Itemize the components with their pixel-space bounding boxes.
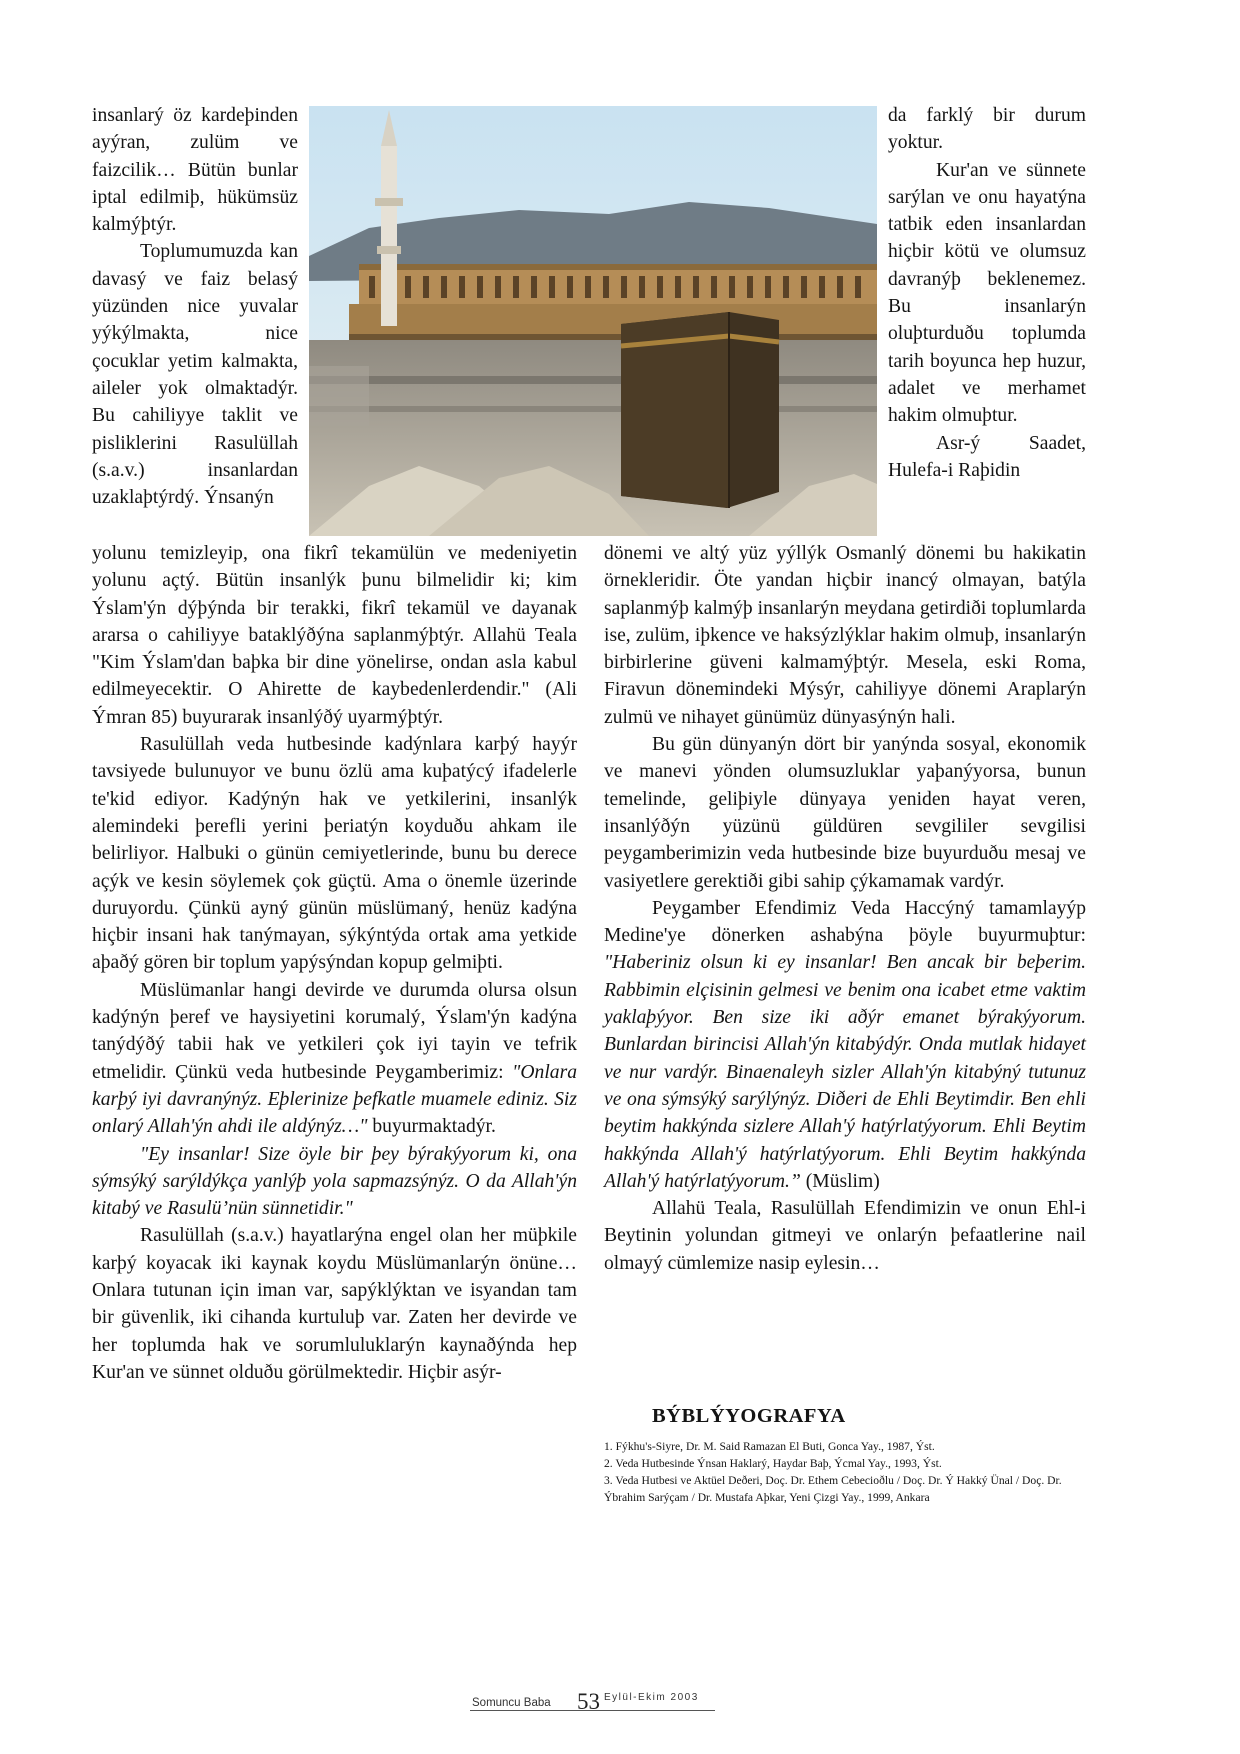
bibliography-list [604,1438,1086,1506]
kaaba-mosque-icon [309,106,877,536]
paragraph [604,895,1086,1195]
magazine-name: Somuncu Baba [472,1697,551,1709]
page-number: 53 [577,1689,600,1714]
paragraph-text: Peygamber Efendimiz Veda Haccýný tamamlayýp Medine'ye dönerken ashabýna þöyle buyurmuþtur: [604,897,1086,947]
paragraph [92,1141,577,1223]
kaaba-mosque-photo [309,106,877,536]
paragraph: Asr-ý Saadet, Hulefa-i Raþidin [888,432,1086,481]
page-footer [470,1688,715,1714]
hadith-quote: "Haberiniz olsun ki ey insanlar! Ben ancak bir beþerim. Rabbimin elçisinin gelmesi ve benim ona icabet etme vaktim yaklaþýyor. Ben size iki aðýr emanet býrakýyorum. Bunlardan birincisi Allah'ýn kitabýdýr. Onda mutlak hidayet ve nur vardýr. Binaenaleyh sizler Allah'ýn kitabýný tutunuz ve ona sýmsýký sarýlýnýz. Diðeri de Ehli Beytimdir. Ben ehli beytim hakkýnda sizlere Allah'ý hatýrlatýyorum. Ehli Beytim hakkýnda Allah'ý hatýrlatýyorum. Ehli Beytim hakkýnda Allah'ý hatýrlatýyorum.” [604,952,1086,1192]
paragraph-text: dönemi ve altý yüz yýllýk Osmanlý dönemi bu hakikatin örnekleridir. Öte yandan hiçbir inancý olmayan, batýla saplanmýþ kalmýþ insanlarýn meydana getirdiði toplumlarda ise, zulüm, iþkence ve haksýzlýklar hakim olmuþ, insanlarýn birbirlerine güveni kalmamýþtýr. Mesela, eski Roma, Firavun dönemindeki Mýsýr, cahiliyye dönemi Araplarýn zulmü ve nihayet günümüz dünyasýnýn hali. [604,543,1086,728]
bibliography-title: BÝBLÝYOGRAFYA [652,1405,846,1427]
paragraph [92,1222,577,1386]
paragraph: insanlarý öz kardeþinden ayýran, zulüm ve faizcilik… Bütün bunlar iptal edilmiþ, hükümsüz kalmýþtýr. [92,105,298,236]
paragraph [604,1195,1086,1277]
left-column-main [92,540,577,1386]
bibliography-item: 3. Veda Hutbesi ve Aktüel Deðeri, Doç. Dr. Ethem Cebecioðlu / Doç. Dr. Ý Hakký Ünal / Doç. Dr. Ýbrahim Sarýçam / Dr. Mustafa Aþkar, Yeni Çizgi Yay., 1999, Ankara [604,1474,1062,1504]
paragraph-tail: buyurmaktadýr. [367,1116,496,1138]
hadith-quote: "Onlara karþý iyi davranýnýz. Eþlerinize þefkatle muamele ediniz. Siz onlarý Allah'ýn ahdi ile aldýnýz…" [92,1061,577,1138]
paragraph [92,977,577,1141]
right-column-top [888,102,1086,484]
bibliography-item: 1. Fýkhu's-Siyre, Dr. M. Said Ramazan El Buti, Gonca Yay., 1987, Ýst. [604,1440,935,1453]
paragraph: Kur'an ve sünnete sarýlan ve onu hayatýna tatbik eden insanlardan hiçbir kötü ve olumsuz davranýþ beklenemez. Bu insanlarýn oluþturduðu toplumda tarih boyunca hep huzur, adalet ve merhamet hakim olmuþtur. [888,159,1086,427]
paragraph-tail: (Müslim) [800,1170,880,1192]
paragraph [92,731,577,977]
paragraph-text: Rasulüllah (s.a.v.) hayatlarýna engel olan her müþkile karþý koyacak iki kaynak koydu Müslümanlarýn önüne… Onlara tutunan için iman var, sapýklýktan ve isyandan tam bir güvenlik, iki cihanda kurtuluþ var. Zaten her devirde ve her toplumda hak ve sorumluluklarýn kaynaðýnda hep Kur'an ve sünnet olduðu görülmektedir. Hiçbir asýr- [92,1225,577,1383]
paragraph-text: yolunu temizleyip, ona fikrî tekamülün ve medeniyetin yolunu açtý. Bütün insanlýk þunu bilmelidir ki; kim Ýslam'ýn dýþýnda bir terakki, fikrî tekamül ve dayanak ararsa o cahiliyye bataklýðýna saplanmýþtýr. Allahü Teala "Kim Ýslam'dan baþka bir dine yönelirse, ondan asla kabul edilmeyecektir. O Ahirette de kaybedenlerdendir." (Ali Ýmran 85) buyurarak insanlýðý uyarmýþtýr. [92,543,577,728]
paragraph-text: Bu gün dünyanýn dört bir yanýnda sosyal, ekonomik ve manevi yönden olumsuzluklar yaþanýyorsa, bunun temelinde, geliþiyle dünyaya yeniden hayat veren, insanlýðýn yüzünü güldüren sevgililer sevgilisi peygamberimizin veda hutbesinde bize buyurduðu mesaj ve vasiyetlere gerektiði gibi sahip çýkamamak vardýr. [604,734,1086,892]
right-column-main [604,540,1086,1277]
paragraph-text: Müslümanlar hangi devirde ve durumda olursa olsun kadýnýn þeref ve haysiyetini korumalý, Ýslam'ýn kadýna tanýdýðý tabii hak ve yetkileri çok iyi tayin ve tefrik etmelidir. Çünkü veda hutbesinde Peygamberimiz: [92,979,577,1083]
paragraph-text: "Ey insanlar! Size öyle bir þey býrakýyorum ki, ona sýmsýký sarýldýkça yanlýþ yola sapmazsýnýz. O da Allah'ýn kitabý ve Rasulü’nün sünnetidir." [92,1143,577,1220]
paragraph-text: Rasulüllah veda hutbesinde kadýnlara karþý hayýr tavsiyede bulunuyor ve bunu özlü ama kuþatýcý ifadelerle te'kid ediyor. Kadýnýn hak ve yetkilerini, insanlýk alemindeki þerefli yerini þeriatýn koyduðu ahkam ile belirliyor. Halbuki o günün cemiyetlerinde, bunu bu derece açýk ve kesin söylemek çok güçtü. Ama o önemle üzerinde duruyordu. Çünkü ayný günün müslümaný, henüz kadýna hiçbir insani hak tanýmayan, sýkýntýda ortak ama yetkide aþaðý gören bir toplum yapýsýndan kopup gelmiþti. [92,734,577,974]
paragraph: da farklý bir durum yoktur. [888,105,1086,154]
paragraph [604,540,1086,731]
paragraph [604,731,1086,895]
left-column-top [92,102,298,511]
paragraph: Toplumumuzda kan davasý ve faiz belasý yüzünden nice yuvalar yýkýlmakta, nice çocuklar yetim kalmakta, aileler yok olmaktadýr. Bu cahiliyye taklit ve pisliklerini Rasulüllah (s.a.v.) insanlardan uzaklaþtýrdý. Ýnsanýn [92,241,298,509]
issue-date: Eylül-Ekim 2003 [604,1692,699,1703]
paragraph [92,540,577,731]
paragraph-text: Allahü Teala, Rasulüllah Efendimizin ve onun Ehl-i Beytinin yolundan gitmeyi ve onlarýn þefaatlerine nail olmayý cümlemize nasip eylesin… [604,1198,1086,1274]
bibliography-item: 2. Veda Hutbesinde Ýnsan Haklarý, Haydar Baþ, Ýcmal Yay., 1993, Ýst. [604,1457,942,1470]
